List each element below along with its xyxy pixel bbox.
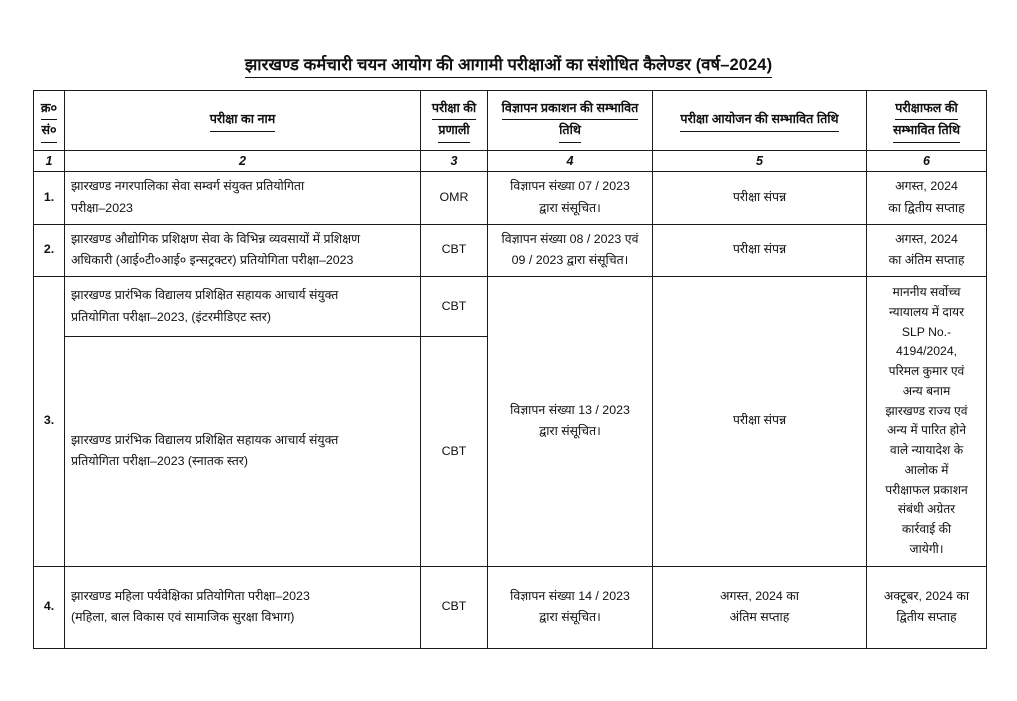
table-header-row [34, 91, 987, 151]
row-exam-date: परीक्षा संपन्न [653, 276, 867, 566]
row-result-date: अगस्त, 2024 का द्वितीय सप्ताह [867, 172, 987, 224]
column-number-5: 5 [653, 150, 867, 171]
column-number-4: 4 [488, 150, 653, 171]
page-title-text: झारखण्ड कर्मचारी चयन आयोग की आगामी परीक्षाओं का संशोधित कैलेण्डर (वर्ष–2024) [245, 56, 772, 78]
header-exam-date: परीक्षा आयोजन की सम्भावित तिथि [653, 91, 867, 151]
row-exam-name: झारखण्ड महिला पर्यवेक्षिका प्रतियोगिता परीक्षा–2023 (महिला, बाल विकास एवं सामाजिक सुरक्षा विभाग) [65, 566, 421, 648]
header-exam-mode: परीक्षा की प्रणाली [421, 91, 488, 151]
table-row [34, 566, 987, 648]
row-exam-date: परीक्षा संपन्न [653, 224, 867, 276]
row-result-date: अगस्त, 2024 का अंतिम सप्ताह [867, 224, 987, 276]
table-row [34, 276, 987, 336]
row-exam-name: झारखण्ड औद्योगिक प्रशिक्षण सेवा के विभिन्न व्यवसायों में प्रशिक्षण अधिकारी (आई०टी०आई० इन्सट्रक्टर) प्रतियोगिता परीक्षा–2023 [65, 224, 421, 276]
table-row [34, 172, 987, 224]
row-advertisement-date: विज्ञापन संख्या 08 / 2023 एवं 09 / 2023 द्वारा संसूचित। [488, 224, 653, 276]
page-title [0, 56, 1017, 78]
row-exam-mode: CBT [421, 337, 488, 567]
row-advertisement-date: विज्ञापन संख्या 13 / 2023 द्वारा संसूचित। [488, 276, 653, 566]
column-number-row [34, 150, 987, 171]
row-exam-date: परीक्षा संपन्न [653, 172, 867, 224]
row-advertisement-date: विज्ञापन संख्या 14 / 2023 द्वारा संसूचित। [488, 566, 653, 648]
header-exam-name: परीक्षा का नाम [65, 91, 421, 151]
row-result-date: माननीय सर्वोच्च न्यायालय में दायर SLP No.- 4194/2024, परिमल कुमार एवं अन्य बनाम झारखण्ड राज्य एवं अन्य में पारित होने वाले न्यायादेश के आलोक में परीक्षाफल प्रकाशन संबंधी अग्रेतर कार्रवाई की जायेगी। [867, 276, 987, 566]
row-exam-mode: OMR [421, 172, 488, 224]
row-serial-number: 4. [34, 566, 65, 648]
row-exam-mode: CBT [421, 276, 488, 336]
row-result-date: अक्टूबर, 2024 का द्वितीय सप्ताह [867, 566, 987, 648]
row-exam-mode: CBT [421, 566, 488, 648]
column-number-1: 1 [34, 150, 65, 171]
row-serial-number: 1. [34, 172, 65, 224]
column-number-2: 2 [65, 150, 421, 171]
header-advertisement-date: विज्ञापन प्रकाशन की सम्भावित तिथि [488, 91, 653, 151]
row-exam-date: अगस्त, 2024 का अंतिम सप्ताह [653, 566, 867, 648]
table-row [34, 224, 987, 276]
exam-calendar-table [33, 90, 987, 649]
header-serial: क्र० सं० [34, 91, 65, 151]
column-number-6: 6 [867, 150, 987, 171]
row-serial-number: 2. [34, 224, 65, 276]
row-exam-name: झारखण्ड प्रारंभिक विद्यालय प्रशिक्षित सहायक आचार्य संयुक्त प्रतियोगिता परीक्षा–2023, (इंटरमीडिएट स्तर) [65, 276, 421, 336]
row-exam-name: झारखण्ड प्रारंभिक विद्यालय प्रशिक्षित सहायक आचार्य संयुक्त प्रतियोगिता परीक्षा–2023 (स्नातक स्तर) [65, 337, 421, 567]
row-exam-name: झारखण्ड नगरपालिका सेवा सम्वर्ग संयुक्त प्रतियोगिता परीक्षा–2023 [65, 172, 421, 224]
row-exam-mode: CBT [421, 224, 488, 276]
column-number-3: 3 [421, 150, 488, 171]
header-result-date: परीक्षाफल की सम्भावित तिथि [867, 91, 987, 151]
row-serial-number: 3. [34, 276, 65, 566]
row-advertisement-date: विज्ञापन संख्या 07 / 2023 द्वारा संसूचित। [488, 172, 653, 224]
